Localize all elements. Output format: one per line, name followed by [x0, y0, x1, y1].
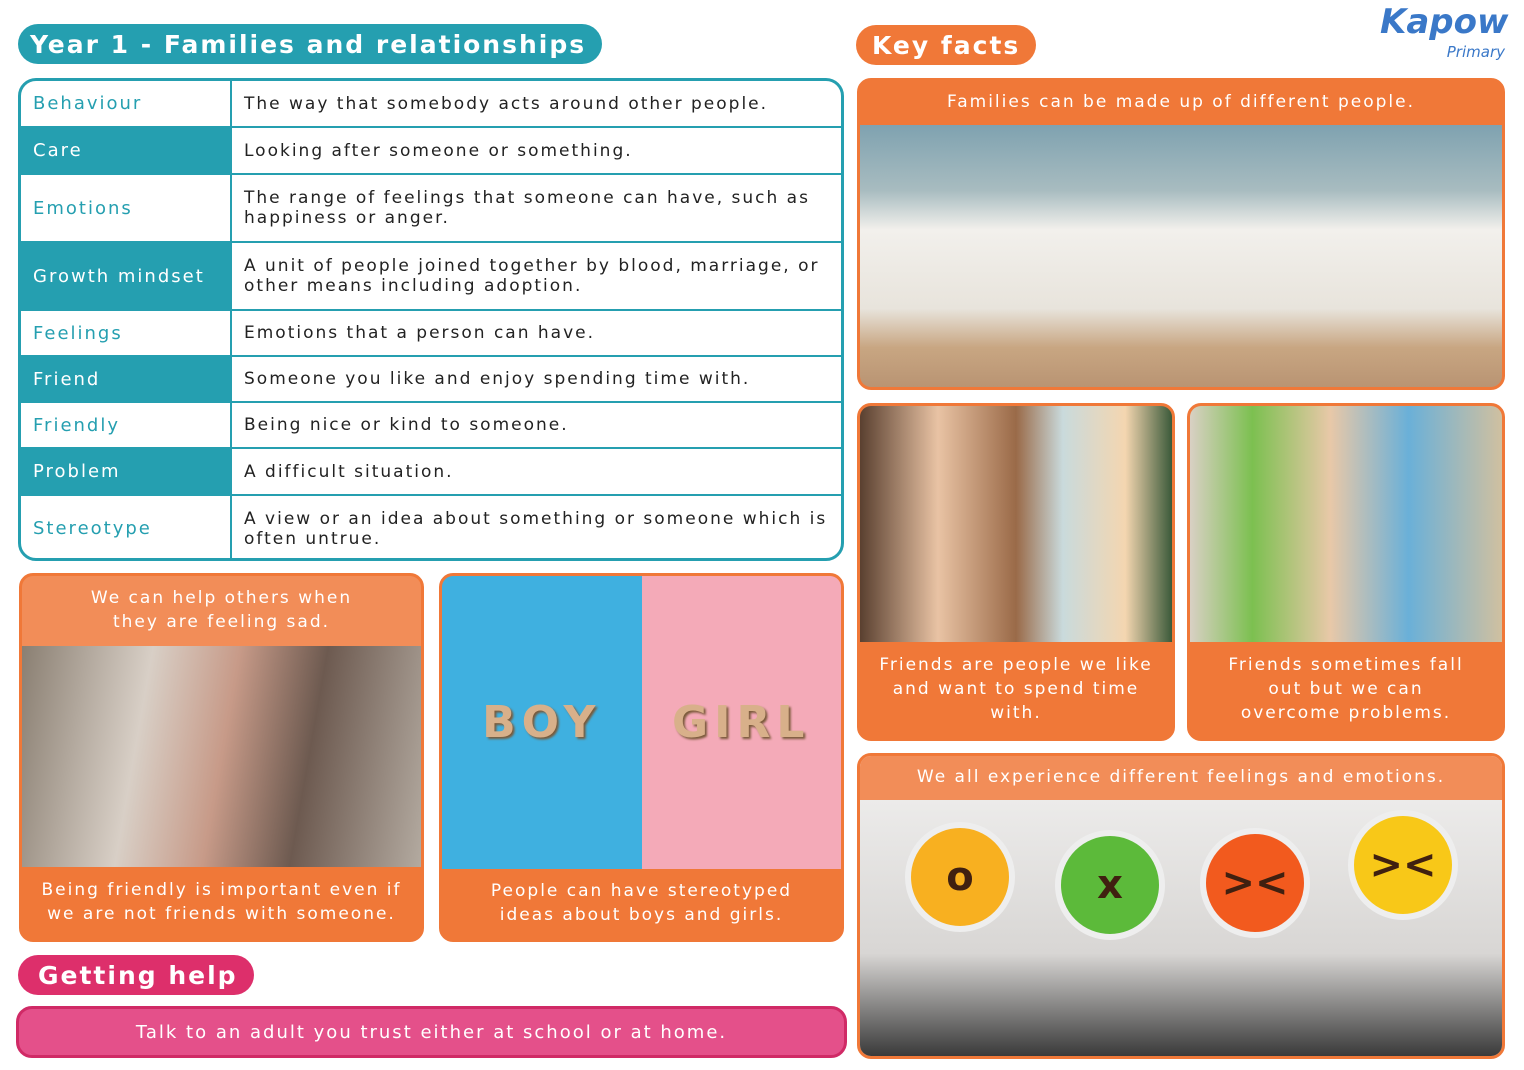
vocab-row: [21, 356, 841, 402]
card-families: [857, 78, 1505, 390]
vocab-row: [21, 242, 841, 310]
card-stereotypes: [439, 573, 844, 942]
surprised-face-icon: o: [905, 822, 1015, 932]
sick-face-icon: x: [1055, 830, 1165, 940]
card-caption: Being friendly is important even if we are not friends with someone.: [22, 867, 421, 939]
card-header: We all experience different feelings and emotions.: [860, 756, 1502, 800]
page-title: Year 1 - Families and relationships: [18, 24, 602, 64]
boy-letters: BOY: [442, 576, 642, 869]
vocab-row: [21, 174, 841, 242]
getting-help-text: Talk to an adult you trust either at school or at home.: [16, 1006, 847, 1058]
card-header: Families can be made up of different people.: [860, 81, 1502, 125]
vocab-term: Friendly: [21, 402, 231, 448]
logo-sub: Primary: [1446, 43, 1505, 61]
vocab-definition: Emotions that a person can have.: [231, 310, 841, 356]
vocab-definition: Looking after someone or something.: [231, 127, 841, 174]
card-caption: Friends sometimes fall out but we can overcome problems.: [1190, 642, 1502, 738]
card-header: We can help others when they are feeling sad.: [22, 576, 421, 646]
vocab-definition: A view or an idea about something or someone which is often untrue.: [231, 495, 841, 561]
vocab-definition: Being nice or kind to someone.: [231, 402, 841, 448]
card-caption: Friends are people we like and want to spend time with.: [860, 642, 1172, 738]
vocab-term: Friend: [21, 356, 231, 402]
vocab-row: [21, 402, 841, 448]
kapow-logo: [1380, 2, 1509, 66]
vocab-term: Care: [21, 127, 231, 174]
vocab-definition: A unit of people joined together by blood, marriage, or other means including adoption.: [231, 242, 841, 310]
angry-face-icon: ><: [1200, 828, 1310, 938]
hugging-children-photo: [22, 646, 421, 867]
vocab-term: Stereotype: [21, 495, 231, 561]
vocab-term: Feelings: [21, 310, 231, 356]
logo-brand: Kapow: [1380, 2, 1509, 42]
vocab-row: [21, 448, 841, 495]
boy-girl-photo: [442, 576, 841, 869]
vocab-row: [21, 81, 841, 127]
friends-photo: [860, 406, 1172, 642]
family-beach-photo: [860, 125, 1502, 387]
vocab-definition: A difficult situation.: [231, 448, 841, 495]
card-caption: People can have stereotyped ideas about boys and girls.: [442, 869, 841, 939]
vocab-definition: Someone you like and enjoy spending time with.: [231, 356, 841, 402]
upset-face-icon: ><: [1348, 810, 1458, 920]
vocab-term: Problem: [21, 448, 231, 495]
card-helping-others: [19, 573, 424, 942]
card-friends: [857, 403, 1175, 741]
vocabulary-table: [18, 78, 844, 561]
getting-help-title: Getting help: [18, 955, 254, 995]
vocab-term: Growth mindset: [21, 242, 231, 310]
key-facts-title: Key facts: [856, 25, 1036, 65]
card-feelings: [857, 753, 1505, 1059]
vocab-row: [21, 310, 841, 356]
vocab-term: Behaviour: [21, 81, 231, 127]
children-problem-photo: [1190, 406, 1502, 642]
vocab-term: Emotions: [21, 174, 231, 242]
vocab-row: [21, 495, 841, 561]
vocab-row: [21, 127, 841, 174]
emotion-faces-photo: [860, 800, 1502, 1056]
girl-letters: GIRL: [642, 576, 842, 869]
vocab-definition: The way that somebody acts around other people.: [231, 81, 841, 127]
vocab-definition: The range of feelings that someone can have, such as happiness or anger.: [231, 174, 841, 242]
card-fall-out: [1187, 403, 1505, 741]
